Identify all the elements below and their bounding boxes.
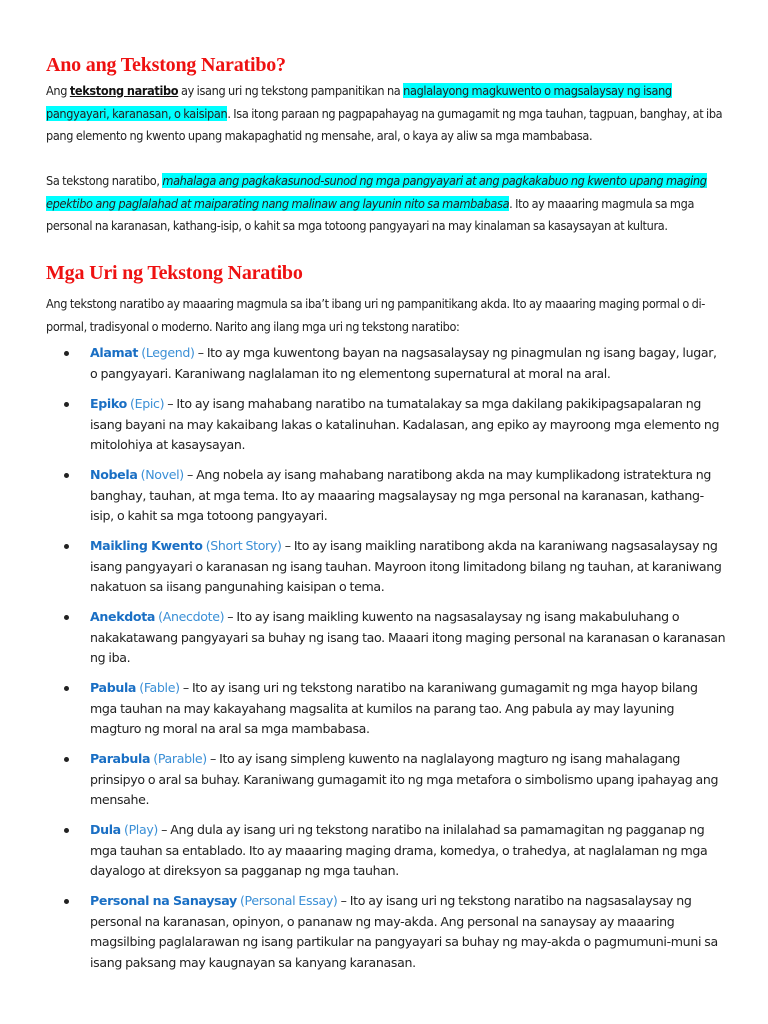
english-term: (Short Story) [205, 538, 282, 553]
list-item [46, 536, 726, 598]
term: Dula [90, 822, 121, 837]
term: Epiko [90, 396, 127, 411]
bullet-icon [64, 351, 69, 356]
text: . Isa itong paraan ng pagpapahayag na gumagamit ng mga tauhan, tagpuan, banghay, at iba pang elemento ng kwento upang makapaghatid ng mensahe, aral, o kaya ay aliw sa mga mambabasa. [46, 105, 723, 143]
list-item [46, 820, 726, 882]
english-term: (Legend) [141, 345, 195, 360]
section-heading-ano-ang-tekstong-naratibo: Ano ang Tekstong Naratibo? [46, 54, 286, 76]
narrative-types-list [46, 343, 726, 983]
text: Sa tekstong naratibo, [46, 173, 163, 188]
list-item [46, 678, 726, 740]
description: – Ito ay isang uri ng tekstong naratibo na karaniwang gumagamit ng mga hayop bilang mga tauhan na may kakayahang magsalita at kumilos na parang tao. Ang pabula ay may layuning magturo ng moral na aral sa mga mambabasa. [90, 680, 698, 736]
text: Ang [46, 83, 70, 98]
list-item [46, 607, 726, 669]
list-item [46, 394, 726, 456]
description: – Ito ay mga kuwentong bayan na nagsasalaysay ng pinagmulan ng isang bagay, lugar, o pangyayari. Karaniwang naglalaman ito ng elementong supernatural at moral na aral. [90, 345, 717, 381]
paragraph-importance [46, 170, 726, 238]
text: . Ito ay maaaring magmula sa mga personal na karanasan, kathang-isip, o kahit sa mga totoong pangyayari na may kinalaman sa kasaysayan at kultura. [46, 195, 695, 233]
term: Parabula [90, 751, 151, 766]
bullet-icon [64, 402, 69, 407]
term: Maikling Kwento [90, 538, 203, 553]
bullet-icon [64, 544, 69, 549]
list-item [46, 749, 726, 811]
bullet-icon [64, 473, 69, 478]
english-term: (Parable) [153, 751, 207, 766]
highlighted-italic-text: mahalaga ang pagkakasunod-sunod ng mga pangyayari at ang pagkakabuo ng kwento upang maging epektibo ang paglalahad at maiparating nang malinaw ang layunin nito sa mambabasa [46, 173, 707, 211]
description: – Ito ay isang uri ng tekstong naratibo na nagsasalaysay ng personal na karanasan, opinyon, o pananaw ng may-akda. Ang personal na sanaysay ay maaaring magsilbing paglalarawan ng isang partikular na pangyayari sa buhay ng may-akda o pagmumuni-muni sa isang paksang may kaugnayan sa kanyang karanasan. [90, 893, 718, 970]
english-term: (Anecdote) [158, 609, 225, 624]
text: Ang tekstong naratibo ay maaaring magmula sa iba’t ibang uri ng pampanitikang akda. Ito ay maaaring maging pormal o di-pormal, tradisyonal o moderno. Narito ang ilang mga uri ng tekstong naratibo: [46, 296, 706, 334]
list-item [46, 891, 726, 973]
bullet-icon [64, 757, 69, 762]
english-term: (Fable) [139, 680, 180, 695]
term: Alamat [90, 345, 139, 360]
bullet-icon [64, 686, 69, 691]
english-term: (Play) [124, 822, 158, 837]
bullet-icon [64, 828, 69, 833]
description: – Ito ay isang mahabang naratibo na tumatalakay sa mga dakilang pakikipagsapalaran ng isang bayani na may kakaibang lakas o katalinuhan. Kadalasan, ang epiko ay mayroong mga elemento ng mitolohiya at kasaysayan. [90, 396, 720, 452]
english-term: (Novel) [140, 467, 184, 482]
description: – Ang nobela ay isang mahabang naratibong akda na may kumplikadong istratektura ng banghay, tauhan, at mga tema. Ito ay maaaring magsalaysay ng mga personal na karanasan, kathang-isip, o kahit sa mga totoong pangyayari. [90, 467, 711, 523]
list-item [46, 343, 726, 384]
term: Personal na Sanaysay [90, 893, 237, 908]
description: – Ito ay isang maikling kuwento na nagsasalaysay ng isang makabuluhang o nakakatawang pangyayari sa buhay ng isang tao. Maaari itong maging personal na karanasan o karanasan ng iba. [90, 609, 726, 665]
description: – Ang dula ay isang uri ng tekstong naratibo na inilalahad sa pamamagitan ng pagganap ng mga tauhan sa entablado. Ito ay maaaring maging drama, komedya, o trahedya, at naglalaman ng mga dayalogo at direksyon sa pagganap ng mga tauhan. [90, 822, 708, 878]
paragraph-definition [46, 80, 726, 148]
bullet-icon [64, 899, 69, 904]
english-term: (Personal Essay) [239, 893, 338, 908]
term: Nobela [90, 467, 138, 482]
section-heading-mga-uri: Mga Uri ng Tekstong Naratibo [46, 262, 303, 284]
english-term: (Epic) [130, 396, 165, 411]
bullet-icon [64, 615, 69, 620]
text: ay isang uri ng tekstong pampanitikan na [178, 83, 404, 98]
keyword-tekstong-naratibo: tekstong naratibo [69, 83, 179, 98]
term: Pabula [90, 680, 137, 695]
description: – Ito ay isang simpleng kuwento na naglalayong magturo ng isang mahalagang prinsipyo o aral sa buhay. Karaniwang gumagamit ito ng mga metafora o simbolismo upang ipahayag ang mensahe. [90, 751, 719, 807]
description: – Ito ay isang maikling naratibong akda na karaniwang nagsasalaysay ng isang pangyayari o karanasan ng isang tauhan. Mayroon itong limitadong bilang ng tauhan, at karaniwang nakatuon sa iisang pangunahing kaisipan o tema. [90, 538, 722, 594]
paragraph-intro-types [46, 293, 726, 338]
list-item [46, 465, 726, 527]
term: Anekdota [90, 609, 156, 624]
highlighted-text: naglalayong magkuwento o magsalaysay ng isang pangyayari, karanasan, o kaisipan [46, 83, 672, 121]
